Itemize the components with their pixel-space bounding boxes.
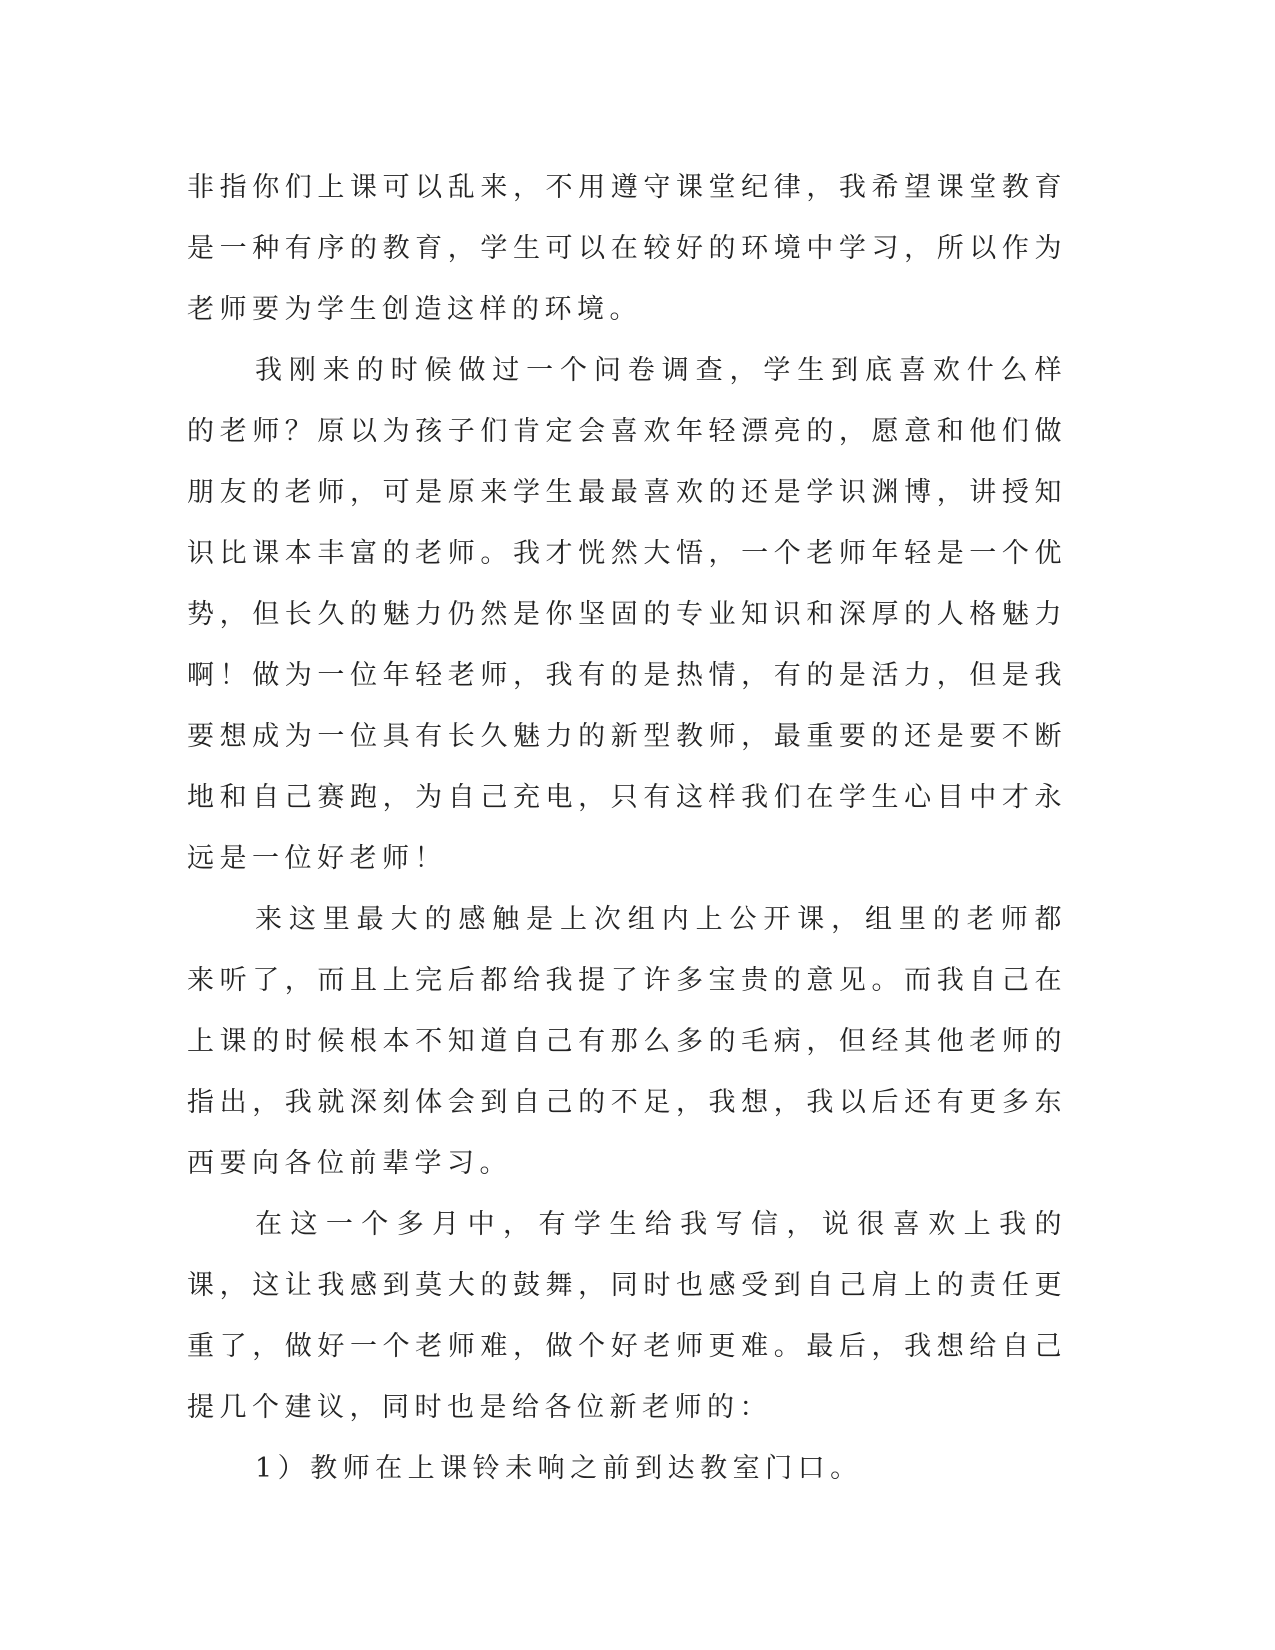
- paragraph-open-class: 来这里最大的感触是上次组内上公开课，组里的老师都来听了，而且上完后都给我提了许多宝贵的意见。而我自己在上课的时候根本不知道自己有那么多的毛病，但经其他老师的指出，我就深刻体会到自己的不足，我想，我以后还有更多东西要向各位前辈学习。: [187, 904, 1067, 1179]
- body-text: [187, 157, 1067, 1499]
- paragraph-student-letter: 在这一个多月中，有学生给我写信，说很喜欢上我的课，这让我感到莫大的鼓舞，同时也感受到自己肩上的责任更重了，做好一个老师难，做个好老师更难。最后，我想给自己提几个建议，同时也是给各位新老师的：: [187, 1209, 1067, 1423]
- list-item-suggestion-1: 1）教师在上课铃未响之前到达教室门口。: [255, 1453, 863, 1484]
- paragraph-questionnaire: 我刚来的时候做过一个问卷调查，学生到底喜欢什么样的老师？原以为孩子们肯定会喜欢年轻漂亮的，愿意和他们做朋友的老师，可是原来学生最最喜欢的还是学识渊博，讲授知识比课本丰富的老师。我才恍然大悟，一个老师年轻是一个优势，但长久的魅力仍然是你坚固的专业知识和深厚的人格魅力啊！做为一位年轻老师，我有的是热情，有的是活力，但是我要想成为一位具有长久魅力的新型教师，最重要的还是要不断地和自己赛跑，为自己充电，只有这样我们在学生心目中才永远是一位好老师！: [187, 355, 1067, 874]
- paragraph-continuation: 非指你们上课可以乱来，不用遵守课堂纪律，我希望课堂教育是一种有序的教育，学生可以在较好的环境中学习，所以作为老师要为学生创造这样的环境。: [187, 172, 1067, 325]
